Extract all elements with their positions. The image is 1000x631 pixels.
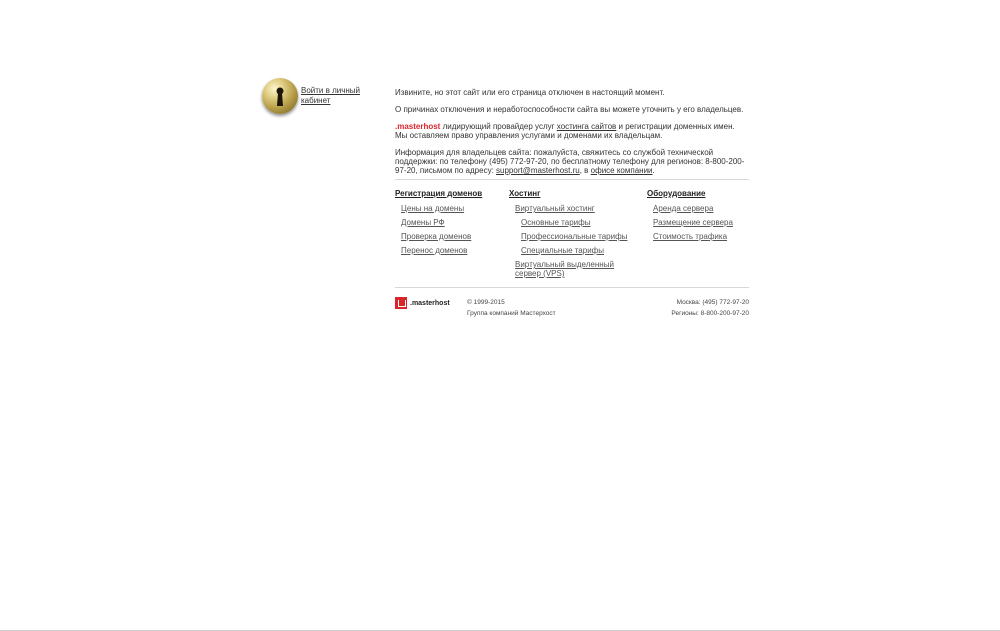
provider-text (395, 122, 749, 140)
nav-hardware-traffic[interactable]: Стоимость трафика (653, 232, 728, 241)
nav-hosting-title[interactable]: Хостинг (509, 189, 541, 198)
footer-phone-regions: Регионы: 8-800-200-97-20 (671, 310, 749, 317)
contact-text (395, 148, 749, 175)
provider-text-part1: лидирующий провайдер услуг (440, 122, 557, 131)
nav-domains-title[interactable]: Регистрация доменов (395, 189, 483, 198)
contact-text-part1: Информация для владельцев сайта: пожалуйста, свяжитесь со службой технической поддержки: по телефону (495) 772-97-20, по бесплатному телефону для регионов: 8-800-200-97-20, письмом по адресу: (395, 148, 745, 175)
nav-hardware-colocation[interactable]: Размещение сервера (653, 218, 733, 227)
nav-domains-prices[interactable]: Цены на домены (401, 204, 465, 213)
nav-hardware-rent[interactable]: Аренда сервера (653, 204, 714, 213)
divider-bottom (395, 287, 749, 288)
provider-text-part2: и регистрации доменных имен. Мы оставляем право управления услугами и доменами их владельцам. (395, 122, 735, 140)
masterhost-logo-icon (395, 297, 407, 309)
footer-phones (671, 297, 749, 319)
divider-top (395, 179, 749, 180)
nav-hosting-special[interactable]: Специальные тарифы (521, 246, 605, 255)
reason-text: О причинах отключения и неработоспособности сайта вы можете уточнить у его владельцев. (395, 105, 744, 114)
keyhole-shape (262, 78, 298, 114)
nav-domains-check[interactable]: Проверка доменов (401, 232, 472, 241)
notice-text: Извините, но этот сайт или его страница отключен в настоящий момент. (395, 88, 665, 97)
footer-logo[interactable] (395, 297, 450, 309)
support-email-link[interactable]: support@masterhost.ru (496, 166, 580, 175)
nav-domains-rf[interactable]: Домены РФ (401, 218, 445, 227)
footer-copyright: © 1999-2015 (467, 299, 505, 306)
brand-name: .masterhost (395, 122, 441, 131)
keyhole-icon[interactable] (262, 78, 298, 114)
nav-column-hosting (509, 189, 640, 283)
footer-group: Группа компаний Мастерхост (467, 310, 556, 317)
login-link[interactable]: Войти в личный кабинет (301, 86, 361, 105)
contact-text-part2: , в (579, 166, 591, 175)
footer-phone-moscow: Москва: (495) 772-97-20 (676, 299, 749, 306)
footer (395, 297, 749, 321)
office-link[interactable]: офисе компании (590, 166, 653, 175)
contact-text-end: . (652, 166, 655, 175)
footer-copyright-block (467, 297, 556, 319)
nav-column-hardware (647, 189, 733, 246)
nav-hosting-pro[interactable]: Профессиональные тарифы (521, 232, 628, 241)
nav-column-domains (395, 189, 482, 260)
nav-hosting-virtual[interactable]: Виртуальный хостинг (515, 204, 595, 213)
nav-hosting-basic[interactable]: Основные тарифы (521, 218, 591, 227)
nav-hosting-vps[interactable]: Виртуальный выделенный сервер (VPS) (515, 260, 614, 278)
nav-hardware-title[interactable]: Оборудование (647, 189, 706, 198)
nav-domains-transfer[interactable]: Перенос доменов (401, 246, 468, 255)
footer-logo-text: .masterhost (410, 299, 450, 307)
main-message (395, 88, 749, 183)
hosting-link[interactable]: хостинга сайтов (556, 122, 617, 131)
